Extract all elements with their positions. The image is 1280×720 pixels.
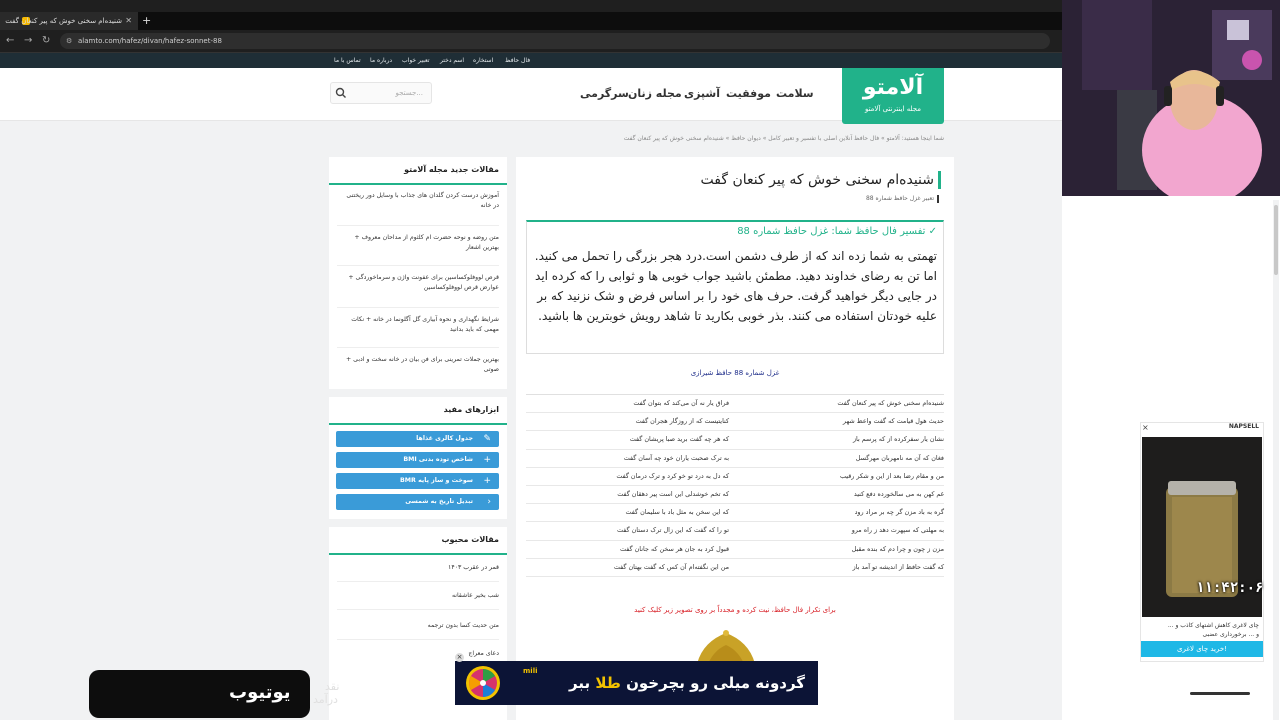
nav-health[interactable]: سلامت	[776, 87, 814, 100]
banner-close-icon[interactable]: ×	[456, 653, 463, 661]
verse-first: نشان یار سفرکرده از که پرسم باز	[852, 435, 944, 444]
streamer-webcam-image	[1062, 0, 1280, 196]
verse-first: شنیده‌ام سخنی خوش که پیر کنعان گفت	[837, 399, 944, 407]
fal-interpretation-box	[526, 220, 944, 354]
close-icon[interactable]: ×	[1142, 423, 1149, 432]
popular-article-link[interactable]: شب بخیر عاشقانه	[451, 592, 499, 599]
fal-text: تهمتی به شما زده اند که از طرف دشمن است.درد هجر بزرگی را تحمل می کنید. اما تن به رضای خداوند دهید. مطمئن باشید جواب خوبی ها و ثوابی را که کرده اید در جایی دیگر خواهید گرفت. حرف های خود را بر اساس فرض و شک نزنید که بر علیه خودتان استفاده می کنند. بذر خوبی بکارید تا شاهد رویش خوبترین ها باشید.	[534, 249, 937, 323]
ad-text-line: چای لاغری کاهش اشتهای کاذب و ...	[1167, 622, 1259, 629]
breadcrumb: شما اینجا هستید: آلامتو » فال حافظ آنلاین اصلی با تفسیر و تعبیر کامل » دیوان حافظ » شنیده‌ام سخنی خوش که پیر کنعان گفت	[623, 135, 944, 142]
badge-top-text: نقد	[325, 680, 340, 693]
top-link-girl-names[interactable]: اسم دختر	[440, 57, 465, 64]
plus-icon: +	[483, 455, 491, 465]
site-info-icon[interactable]: ⚙	[66, 37, 73, 45]
verse-second: من این نگفته‌ام آن کس که گفت بهتان گفت	[613, 562, 729, 571]
sidebar-article-link[interactable]: آموزش درست کردن گلدان های جذاب با وسایل دور ریختنی در خانه	[346, 192, 499, 209]
verse-second: که دل به درد تو خو کرد و ترک درمان گفت	[616, 471, 729, 480]
table-row	[526, 431, 944, 449]
sidebar-divider	[329, 423, 507, 425]
banner-text-main: گردونه میلی رو بچرخون	[626, 674, 806, 692]
verse-second: فراق یار نه آن می‌کند که بتوان گفت	[633, 399, 729, 407]
verse-first: فغان که آن مه نامهربان مهرگسل	[855, 453, 944, 462]
table-row	[526, 504, 944, 522]
plus-icon: +	[483, 476, 491, 486]
top-link-contact[interactable]: تماس با ما	[334, 57, 361, 64]
sidebar-title-popular: مقالات محبوب	[441, 535, 499, 544]
tool-calorie-table-button[interactable]	[336, 431, 499, 447]
table-row	[526, 450, 944, 468]
pencil-icon: ✎	[483, 434, 491, 444]
badge-youtube-text: یوتیوب	[229, 682, 291, 703]
stream-clock: ۱۱:۴۲:۰۶	[1196, 580, 1264, 596]
verse-second: به ترک صحبت یاران خود چه آسان گفت	[623, 453, 729, 462]
prize-wheel-icon	[465, 665, 501, 701]
article-card	[516, 157, 954, 720]
top-link-hafez[interactable]: فال حافظ	[505, 57, 531, 64]
ghazal-title: غزل شماره 88 حافظ شیرازی	[690, 369, 780, 377]
new-tab-button[interactable]: +	[142, 14, 152, 27]
back-icon[interactable]: ←	[6, 35, 15, 46]
divider	[337, 639, 499, 640]
sidebar-article-link[interactable]: قرص لووفلوکساسین برای عفونت واژن و سرماخوردگی + عوارض قرص لووفلوکساسین	[348, 274, 499, 291]
tool-label: جدول کالری غذاها	[416, 435, 473, 442]
table-row	[526, 559, 944, 577]
sidebar-title-new-articles: مقالات جدید مجله آلامتو	[404, 165, 499, 174]
site-header	[0, 68, 1062, 121]
divider	[337, 225, 499, 226]
browser-tab[interactable]	[0, 12, 138, 30]
tab-strip	[0, 12, 1062, 30]
sidebar-article-link[interactable]: متن روضه و نوحه حضرت ام کلثوم از مداحان معروف + بهترین اشعار	[354, 234, 499, 251]
url-text: alamto.com/hafez/divan/hafez-sonnet-88	[78, 37, 222, 45]
verse-first: مزن ز چون و چرا دم که بنده مقبل	[851, 544, 944, 553]
divider	[337, 307, 499, 308]
table-row	[526, 541, 944, 559]
nav-cooking[interactable]: آشپزی	[684, 87, 721, 100]
nav-women-magazine[interactable]: مجله زنان	[628, 87, 682, 100]
ad-popup[interactable]	[1140, 422, 1264, 662]
banner-text-gold: طلا	[595, 674, 621, 692]
address-bar[interactable]	[60, 33, 1050, 49]
divider	[337, 265, 499, 266]
web-page	[0, 53, 1062, 720]
verse-second: قبول کرد به جان هر سخن که جانان گفت	[620, 544, 729, 553]
channel-badge	[89, 670, 340, 718]
chevron-left-icon: ‹	[487, 497, 491, 507]
top-link-estekhare[interactable]: استخاره	[473, 57, 494, 64]
verse-second: که هر چه گفت برید صبا پریشان گفت	[629, 435, 729, 444]
verse-first: که گفت حافظ از اندیشه تو آمد باز	[852, 562, 944, 571]
webcam-overlay	[1062, 0, 1280, 196]
tool-date-convert-button[interactable]	[336, 494, 499, 510]
ad-text	[1141, 621, 1263, 639]
verse-second: تو را که گفت که این زال ترک دستان گفت	[617, 526, 729, 535]
logo-text: آلامتو	[862, 75, 924, 100]
popular-article-link[interactable]: متن حدیث کسا بدون ترجمه	[427, 622, 499, 629]
verse-first: غم کهن به می سالخورده دفع کنید	[853, 489, 944, 498]
sidebar-new-articles	[329, 157, 507, 389]
verse-first: حدیث هول قیامت که گفت واعظ شهر	[842, 417, 944, 426]
tool-label: تبدیل تاریخ به شمسی	[405, 498, 473, 505]
scrollbar-track[interactable]	[1273, 200, 1279, 720]
banner-text-end: ببر	[569, 674, 591, 692]
verse-second: که این سخن به مثل باد با سلیمان گفت	[625, 508, 729, 517]
ghazal-table	[526, 394, 944, 577]
reload-icon[interactable]: ↻	[42, 35, 51, 46]
banner-ad[interactable]	[455, 661, 818, 705]
page-title: شنیده‌ام سخنی خوش که پیر کنعان گفت	[701, 171, 941, 189]
verse-first: گره به باد مزن گر چه بر مراد رود	[854, 508, 944, 517]
fal-heading: ✓ تفسیر فال حافظ شما: غزل حافظ شماره 88	[737, 226, 937, 237]
ad-buy-button[interactable]: خرید چای لاغری!	[1141, 641, 1263, 657]
table-row	[526, 522, 944, 540]
site-top-bar	[0, 53, 1062, 68]
search-input[interactable]	[330, 82, 432, 104]
table-row	[526, 468, 944, 486]
top-link-dream[interactable]: تعبیر خواب	[402, 57, 430, 64]
badge-bottom-text: درآمد	[313, 693, 338, 706]
verse-second: که تخم خوشدلی این است پیر دهقان گفت	[617, 489, 729, 498]
ad-text-line: و ... برخورداری عضبی	[1202, 631, 1259, 638]
tab-close-icon[interactable]: ✕	[125, 16, 132, 25]
tool-bmi-button[interactable]	[336, 452, 499, 468]
banner-text	[569, 661, 805, 705]
tool-label: شاخص توده بدنی BMI	[403, 456, 473, 463]
browser-toolbar	[0, 30, 1062, 53]
search-icon[interactable]	[335, 86, 347, 100]
sidebar-article-link[interactable]: شرایط نگهداری و نحوه آبیاری گل آگلونما در خانه + نکات مهمی که باید بدانید	[351, 316, 499, 333]
tool-bmr-button[interactable]	[336, 473, 499, 489]
table-row	[526, 395, 944, 413]
verse-first: من و مقام رضا بعد از این و شکر رقیب	[839, 471, 944, 480]
verse-first: به مهلتی که سپهرت دهد ز راه مرو	[851, 526, 944, 535]
sidebar-divider	[329, 553, 507, 555]
divider	[337, 347, 499, 348]
sidebar-title-tools: ابزارهای مفید	[443, 405, 499, 414]
table-row	[526, 413, 944, 431]
sidebar-article-link[interactable]: بهترین جملات تمرینی برای فن بیان در خانه سخت و ادبی + صوتی	[346, 356, 499, 373]
tab-title: شنیده‌ام سخنی خوش که پیر کنعان گفت	[5, 17, 122, 25]
popular-article-link[interactable]: دعای معراج	[468, 650, 499, 657]
banner-logo: mili	[523, 667, 538, 675]
scrollbar-thumb[interactable]	[1274, 205, 1278, 275]
site-logo[interactable]	[842, 68, 944, 124]
popular-article-link[interactable]: قمر در عقرب ۱۴۰۳	[448, 564, 499, 571]
divider	[337, 609, 499, 610]
top-link-about[interactable]: درباره ما	[370, 57, 393, 64]
home-indicator	[1190, 692, 1250, 695]
ad-brand-logo: NAPSELL	[1228, 423, 1259, 430]
nav-success[interactable]: موفقیت	[726, 87, 771, 100]
divider	[337, 581, 499, 582]
forward-icon[interactable]: →	[24, 35, 33, 46]
nav-entertainment[interactable]: سرگرمی	[580, 87, 629, 100]
sidebar-divider	[329, 183, 507, 185]
sidebar-tools	[329, 397, 507, 519]
verse-second: کنایتیست که از روزگار هجران گفت	[635, 417, 729, 426]
tool-label: سوخت و ساز پایه BMR	[399, 477, 473, 484]
logo-tagline: مجله اینترنتی آلامتو	[864, 105, 922, 113]
repeat-fal-note: برای تکرار فال حافظ، نیت کرده و مجدداً بر روی تصویر زیر کلیک کنید	[634, 606, 836, 614]
search-placeholder: جستجو...	[395, 89, 423, 97]
table-row	[526, 486, 944, 504]
page-subtitle: تعبیر غزل حافظ شماره 88	[866, 195, 939, 203]
